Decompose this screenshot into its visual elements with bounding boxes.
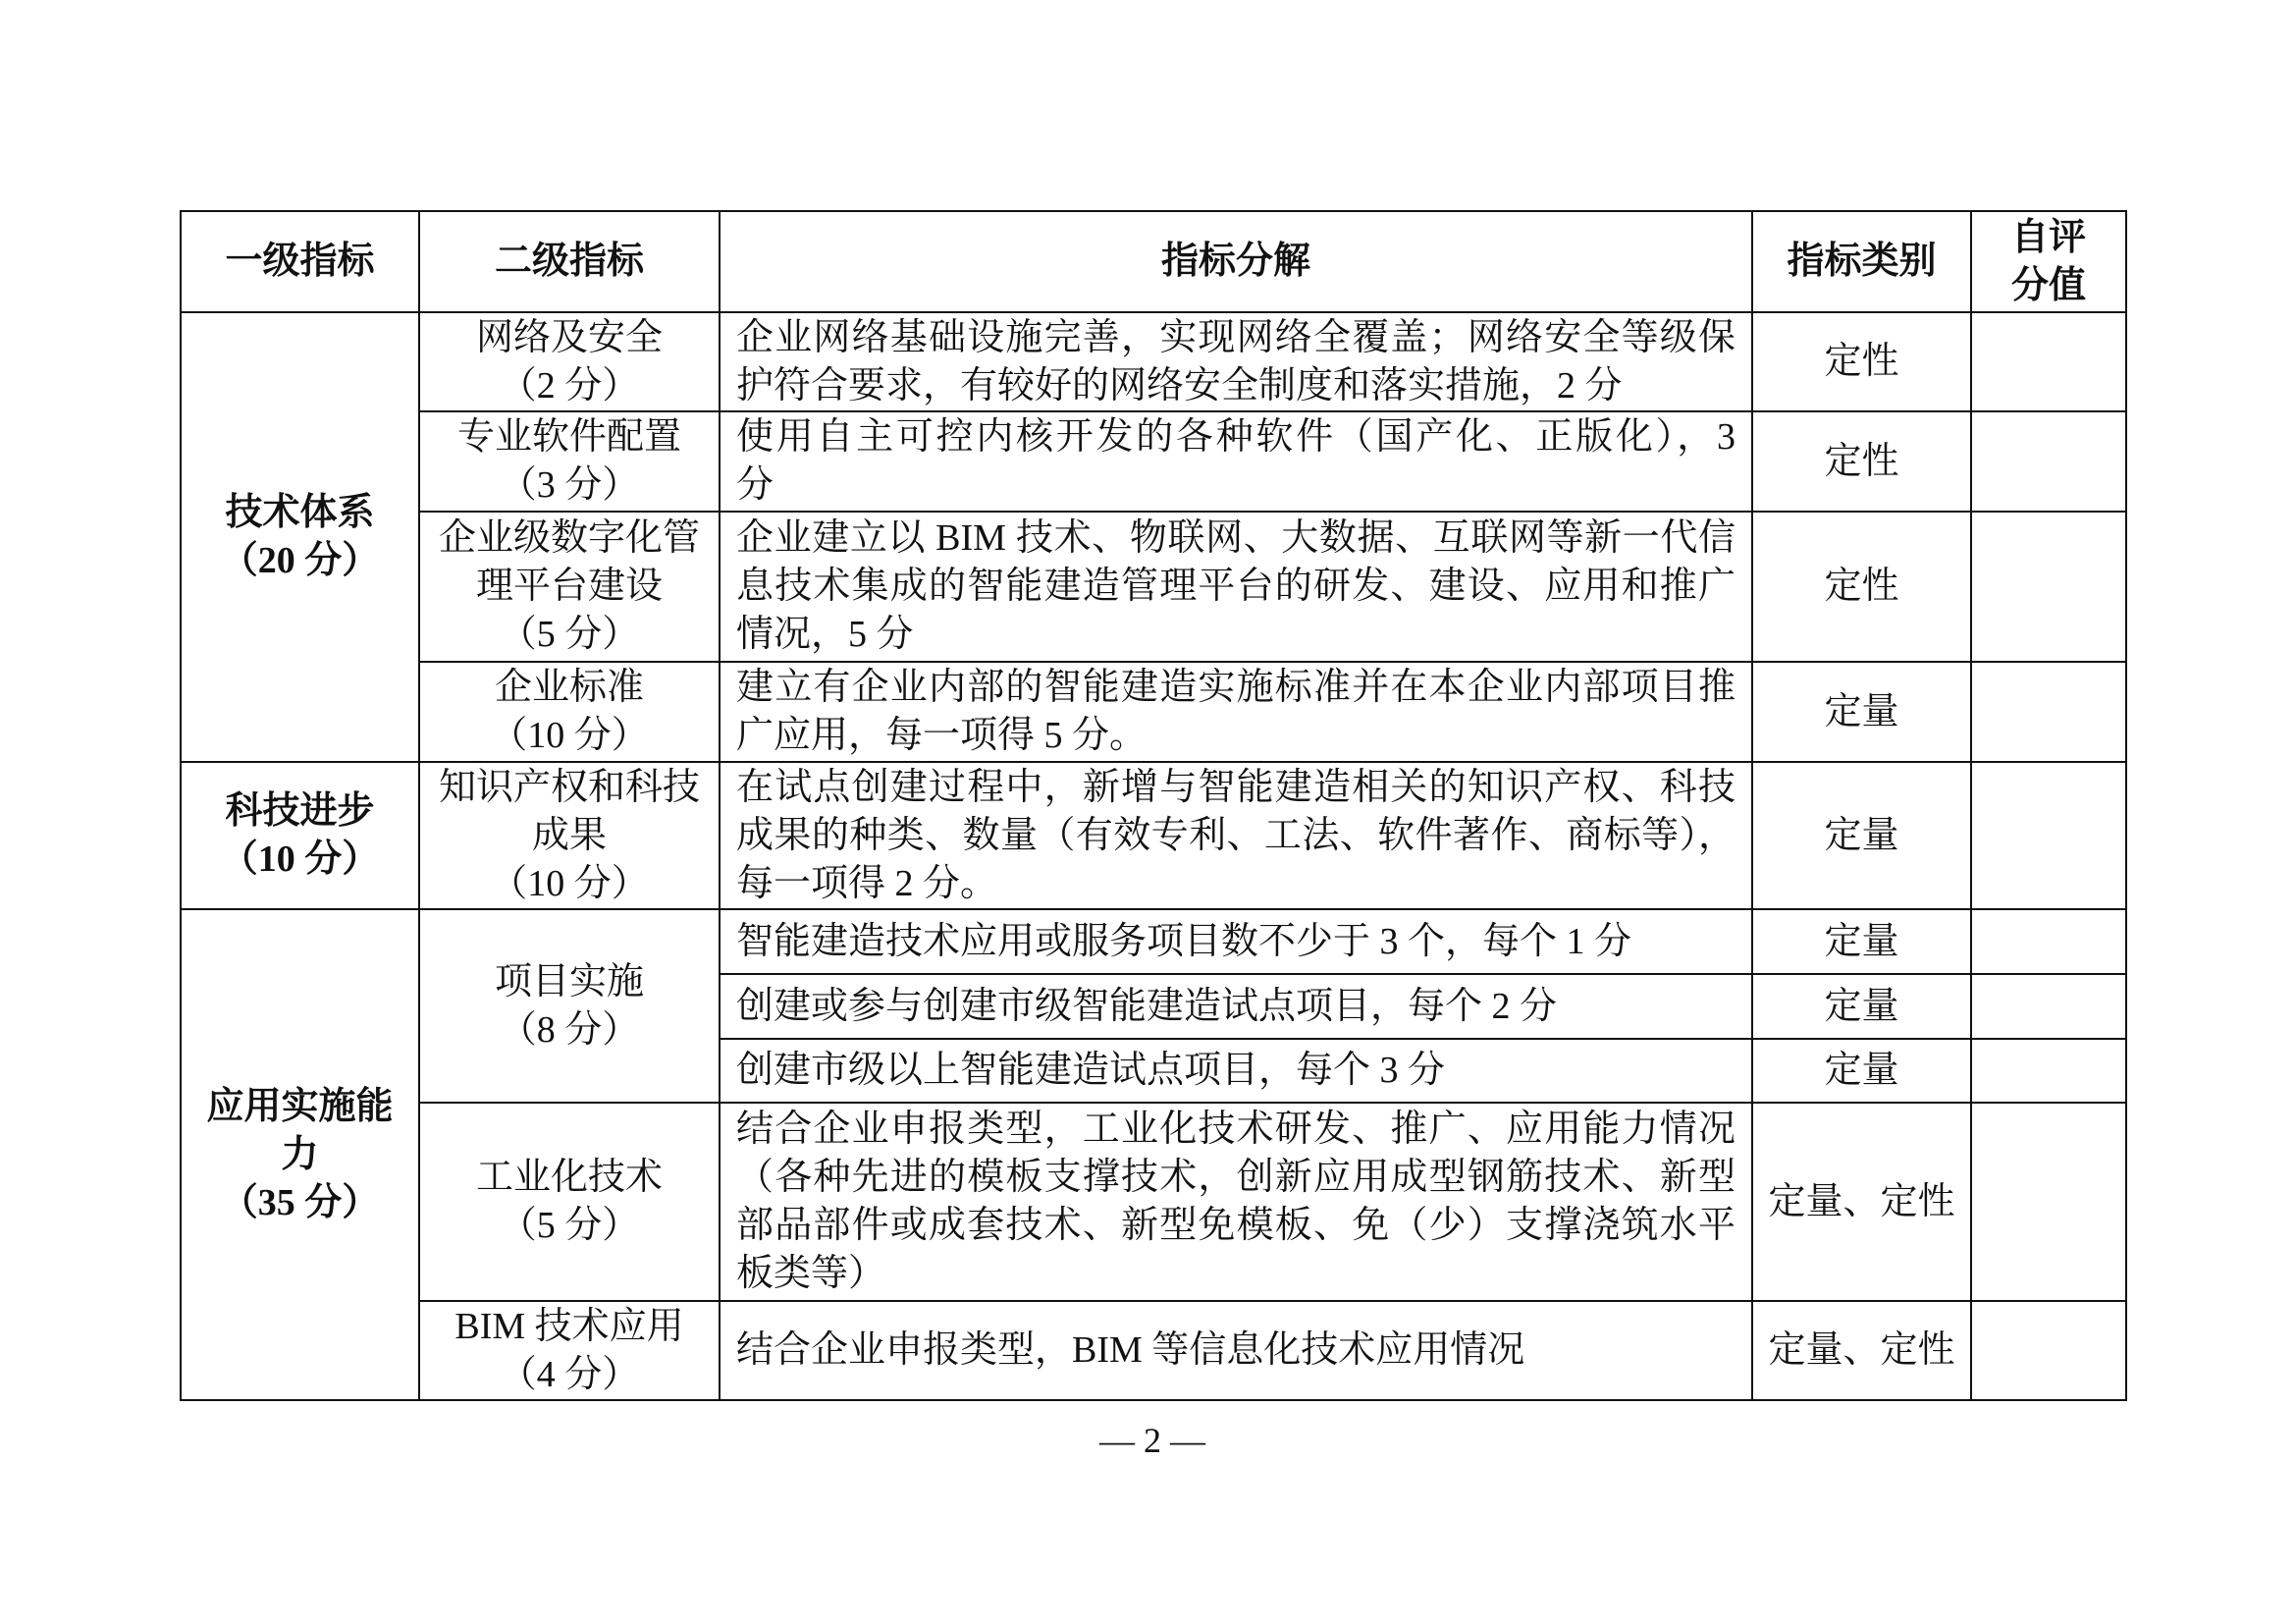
level2-label: BIM 技术应用 (454, 1305, 684, 1347)
breakdown-cell (720, 312, 1752, 411)
level2-label: 企业标准 (494, 667, 644, 708)
breakdown-line: 每一项得 2 分。 (736, 862, 998, 904)
level2-cell (419, 411, 720, 512)
level2-cell (419, 312, 720, 411)
breakdown-line: 创建市级以上智能建造试点项目，每个 3 分 (736, 1050, 1446, 1091)
table-row (181, 762, 2126, 909)
level2-label: 知识产权和科技 (438, 766, 700, 808)
category-cell: 定量、定性 (1752, 1103, 1971, 1301)
breakdown-line: 建立有企业内部的智能建造实施标准并在本企业内部项目推 (736, 667, 1735, 708)
level1-label: （20 分） (220, 540, 380, 581)
level1-cell (181, 909, 419, 1400)
level2-label: 成果 (531, 814, 607, 856)
table-row (181, 909, 2126, 974)
breakdown-line: 情况，5 分 (736, 614, 914, 655)
level2-label: （5 分） (499, 614, 640, 655)
breakdown-line: 在试点创建过程中，新增与智能建造相关的知识产权、科技 (736, 766, 1735, 808)
level2-label: （10 分） (490, 862, 649, 904)
level2-label: （4 分） (499, 1353, 640, 1395)
category-cell: 定性 (1752, 512, 1971, 662)
header-self-score (1971, 211, 2126, 312)
self-score-cell (1971, 1103, 2126, 1301)
header-level1: 一级指标 (181, 211, 419, 312)
level1-label: 科技进步 (225, 790, 375, 832)
indicator-table (180, 210, 2127, 1401)
breakdown-line: 企业网络基础设施完善，实现网络全覆盖；网络安全等级保 (736, 316, 1735, 358)
table-row (181, 1301, 2126, 1400)
table-row (181, 312, 2126, 411)
table-row (181, 662, 2126, 762)
category-cell: 定量 (1752, 662, 1971, 762)
breakdown-cell (720, 974, 1752, 1039)
breakdown-line: 广应用，每一项得 5 分。 (736, 715, 1148, 756)
level2-cell (419, 512, 720, 662)
self-score-cell (1971, 762, 2126, 909)
level2-cell (419, 1301, 720, 1400)
self-score-cell (1971, 909, 2126, 974)
self-score-cell (1971, 662, 2126, 762)
header-self-score-line: 分值 (2010, 264, 2086, 306)
level2-cell (419, 1103, 720, 1301)
level1-label: 技术体系 (225, 492, 375, 533)
header-row (181, 211, 2126, 312)
breakdown-line: 分 (736, 464, 774, 506)
self-score-cell (1971, 1039, 2126, 1103)
header-category: 指标类别 (1752, 211, 1971, 312)
level2-cell (419, 662, 720, 762)
header-self-score-line: 自评 (2010, 216, 2086, 258)
header-level2: 二级指标 (419, 211, 720, 312)
self-score-cell (1971, 974, 2126, 1039)
level2-label: 网络及安全 (475, 316, 663, 358)
level2-label: 专业软件配置 (456, 416, 681, 458)
level2-cell (419, 762, 720, 909)
category-cell: 定量、定性 (1752, 1301, 1971, 1400)
breakdown-cell (720, 762, 1752, 909)
level1-label: （35 分） (220, 1181, 380, 1223)
table-row (181, 1103, 2126, 1301)
category-cell: 定量 (1752, 1039, 1971, 1103)
breakdown-line: 创建或参与创建市级智能建造试点项目，每个 2 分 (736, 985, 1558, 1027)
level1-cell (181, 312, 419, 762)
page-number: — 2 — (1099, 1421, 1205, 1460)
breakdown-line: 息技术集成的智能建造管理平台的研发、建设、应用和推广 (736, 566, 1735, 607)
level2-label: （2 分） (499, 364, 640, 406)
breakdown-cell (720, 909, 1752, 974)
level2-label: （5 分） (499, 1205, 640, 1246)
self-score-cell (1971, 1301, 2126, 1400)
breakdown-line: 板类等） (736, 1253, 886, 1294)
level2-label: 企业级数字化管 (438, 517, 700, 559)
breakdown-line: 护符合要求，有较好的网络安全制度和落实措施，2 分 (736, 364, 1623, 406)
breakdown-line: 结合企业申报类型，BIM 等信息化技术应用情况 (736, 1329, 1525, 1371)
header-breakdown: 指标分解 (720, 211, 1752, 312)
level1-label: 应用实施能 (206, 1085, 394, 1127)
breakdown-line: 部品部件或成套技术、新型免模板、免（少）支撑浇筑水平 (736, 1205, 1735, 1246)
self-score-cell (1971, 312, 2126, 411)
self-score-cell (1971, 411, 2126, 512)
level2-cell (419, 909, 720, 1103)
level2-label: （8 分） (499, 1008, 640, 1051)
breakdown-cell (720, 1103, 1752, 1301)
breakdown-line: 成果的种类、数量（有效专利、工法、软件著作、商标等）， (736, 814, 1735, 856)
breakdown-line: 使用自主可控内核开发的各种软件（国产化、正版化），3 (736, 416, 1735, 458)
breakdown-line: 结合企业申报类型，工业化技术研发、推广、应用能力情况 (736, 1109, 1735, 1150)
level2-label: 项目实施 (494, 960, 644, 1002)
breakdown-cell (720, 1039, 1752, 1103)
level2-label: 工业化技术 (475, 1157, 663, 1198)
breakdown-cell (720, 411, 1752, 512)
level2-label: （3 分） (499, 464, 640, 506)
level1-cell (181, 762, 419, 909)
level2-label: 理平台建设 (475, 566, 663, 607)
category-cell: 定量 (1752, 974, 1971, 1039)
breakdown-cell (720, 512, 1752, 662)
self-score-cell (1971, 512, 2126, 662)
table-row (181, 411, 2126, 512)
breakdown-cell (720, 662, 1752, 762)
level1-label: （10 分） (220, 839, 380, 880)
breakdown-cell (720, 1301, 1752, 1400)
breakdown-line: （各种先进的模板支撑技术，创新应用成型钢筋技术、新型 (736, 1157, 1735, 1198)
table-row (181, 512, 2126, 662)
category-cell: 定量 (1752, 762, 1971, 909)
level2-label: （10 分） (490, 715, 649, 756)
breakdown-line: 企业建立以 BIM 技术、物联网、大数据、互联网等新一代信 (736, 517, 1735, 559)
category-cell: 定量 (1752, 909, 1971, 974)
category-cell: 定性 (1752, 411, 1971, 512)
category-cell: 定性 (1752, 312, 1971, 411)
level1-label: 力 (281, 1133, 319, 1175)
breakdown-line: 智能建造技术应用或服务项目数不少于 3 个，每个 1 分 (736, 920, 1632, 962)
